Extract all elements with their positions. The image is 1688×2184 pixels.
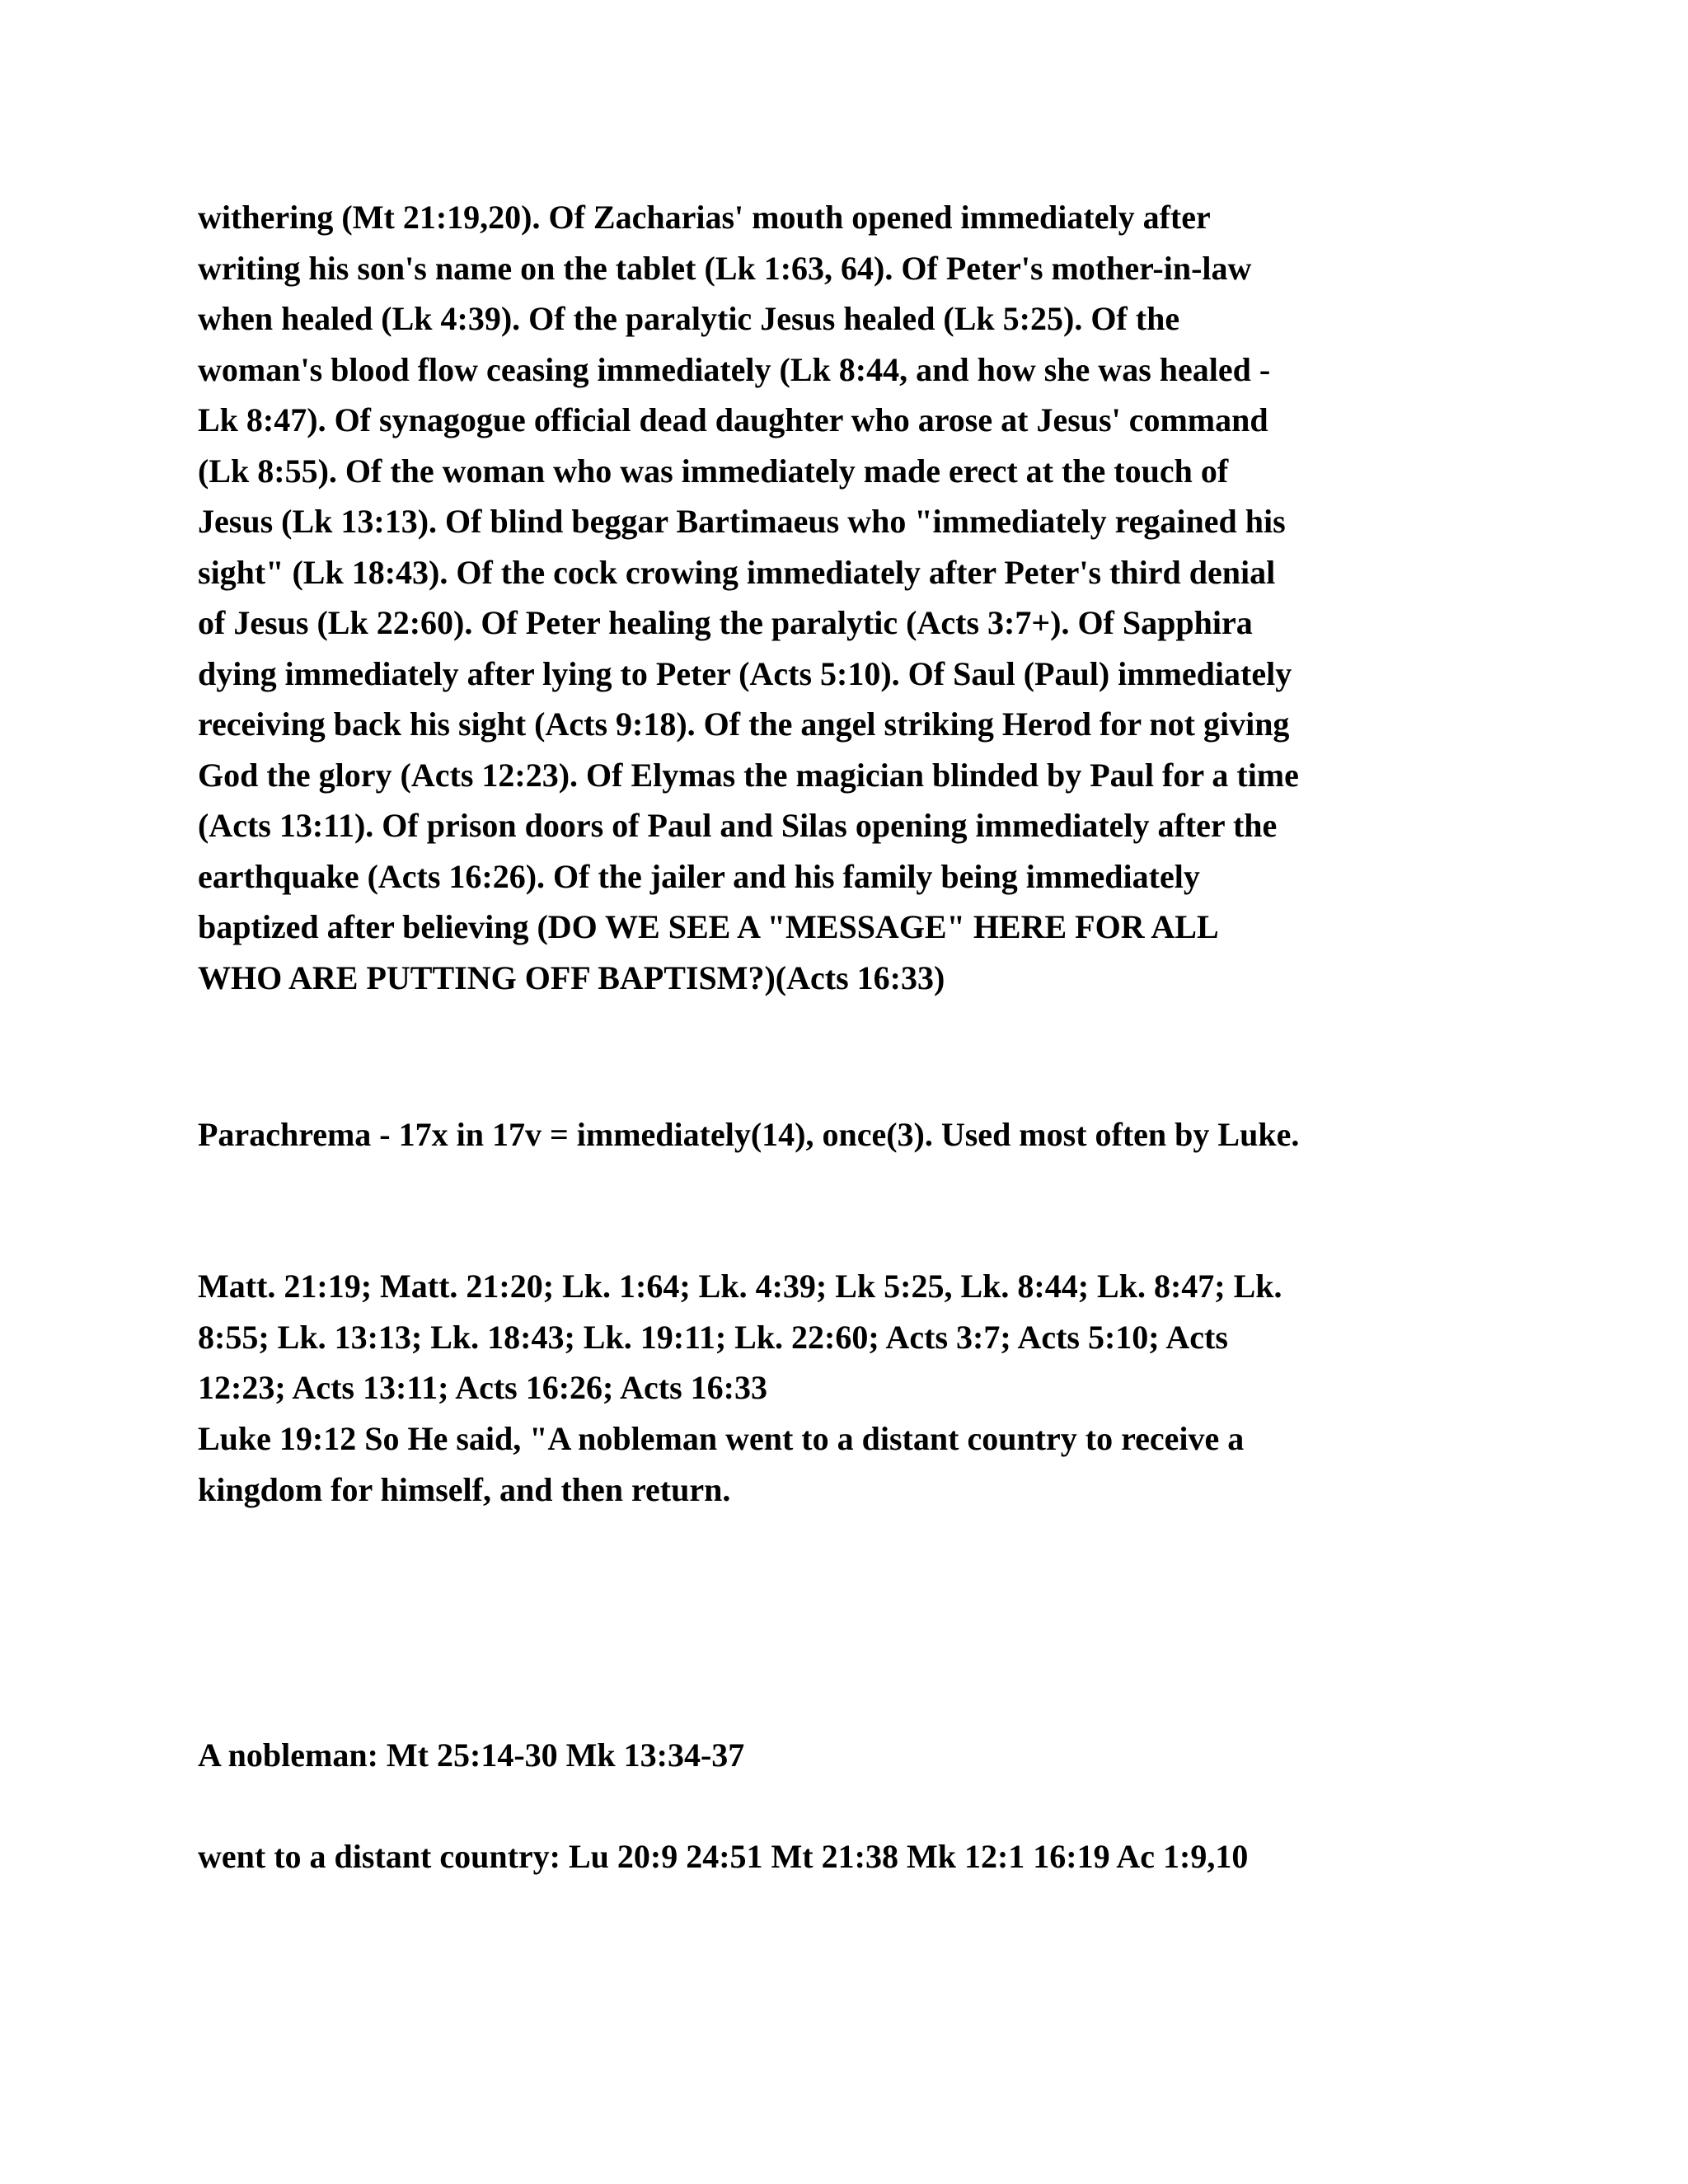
text-line: writing his son's name on the tablet (Lk 1:63, 64). Of Peter's mother-in-law bbox=[198, 249, 1252, 287]
text-line: when healed (Lk 4:39). Of the paralytic Jesus healed (Lk 5:25). Of the bbox=[198, 300, 1180, 337]
text-line: receiving back his sight (Acts 9:18). Of the angel striking Herod for not giving bbox=[198, 705, 1290, 743]
paragraph-luke-19-12 bbox=[198, 1413, 1500, 1515]
text-line: 12:23; Acts 13:11; Acts 16:26; Acts 16:33 bbox=[198, 1369, 767, 1406]
text-line: Jesus (Lk 13:13). Of blind beggar Bartimaeus who "immediately regained his bbox=[198, 503, 1286, 540]
text-line: earthquake (Acts 16:26). Of the jailer and his family being immediately bbox=[198, 857, 1200, 895]
text-line: baptized after believing (DO WE SEE A "MESSAGE" HERE FOR ALL bbox=[198, 908, 1219, 945]
text-line: (Lk 8:55). Of the woman who was immediately made erect at the touch of bbox=[198, 452, 1229, 490]
cross-reference-nobleman bbox=[198, 1730, 1500, 1781]
text-line: A nobleman: Mt 25:14-30 Mk 13:34-37 bbox=[198, 1736, 745, 1774]
text-line: dying immediately after lying to Peter (Acts 5:10). Of Saul (Paul) immediately bbox=[198, 654, 1292, 692]
text-line: (Acts 13:11). Of prison doors of Paul and Silas opening immediately after the bbox=[198, 807, 1278, 844]
text-line: WHO ARE PUTTING OFF BAPTISM?)(Acts 16:33) bbox=[198, 958, 945, 996]
text-line: God the glory (Acts 12:23). Of Elymas the magician blinded by Paul for a time bbox=[198, 756, 1299, 794]
text-line: withering (Mt 21:19,20). Of Zacharias' mouth opened immediately after bbox=[198, 199, 1211, 236]
text-line: kingdom for himself, and then return. bbox=[198, 1470, 731, 1508]
paragraph-verse-references bbox=[198, 1261, 1500, 1413]
text-line: sight" (Lk 18:43). Of the cock crowing immediately after Peter's third denial bbox=[198, 553, 1276, 591]
paragraph-immediately-examples bbox=[198, 192, 1500, 1003]
text-line: of Jesus (Lk 22:60). Of Peter healing the paralytic (Acts 3:7+). Of Sapphira bbox=[198, 604, 1253, 641]
text-line: Matt. 21:19; Matt. 21:20; Lk. 1:64; Lk. 4:39; Lk 5:25, Lk. 8:44; Lk. 8:47; Lk. bbox=[198, 1268, 1282, 1305]
text-line: Lk 8:47). Of synagogue official dead daughter who arose at Jesus' command bbox=[198, 401, 1268, 438]
text-line: Luke 19:12 So He said, "A nobleman went to a distant country to receive a bbox=[198, 1420, 1245, 1457]
text-line: went to a distant country: Lu 20:9 24:51 Mt 21:38 Mk 12:1 16:19 Ac 1:9,10 bbox=[198, 1838, 1249, 1875]
text-line: woman's blood flow ceasing immediately (Lk 8:44, and how she was healed - bbox=[198, 350, 1271, 388]
cross-reference-distant-country bbox=[198, 1831, 1500, 1882]
text-line: 8:55; Lk. 13:13; Lk. 18:43; Lk. 19:11; Lk. 22:60; Acts 3:7; Acts 5:10; Acts bbox=[198, 1318, 1228, 1356]
paragraph-parachrema-summary bbox=[198, 1109, 1500, 1160]
document-page bbox=[198, 0, 1500, 2184]
text-line: Parachrema - 17x in 17v = immediately(14), once(3). Used most often by Luke. bbox=[198, 1116, 1300, 1153]
